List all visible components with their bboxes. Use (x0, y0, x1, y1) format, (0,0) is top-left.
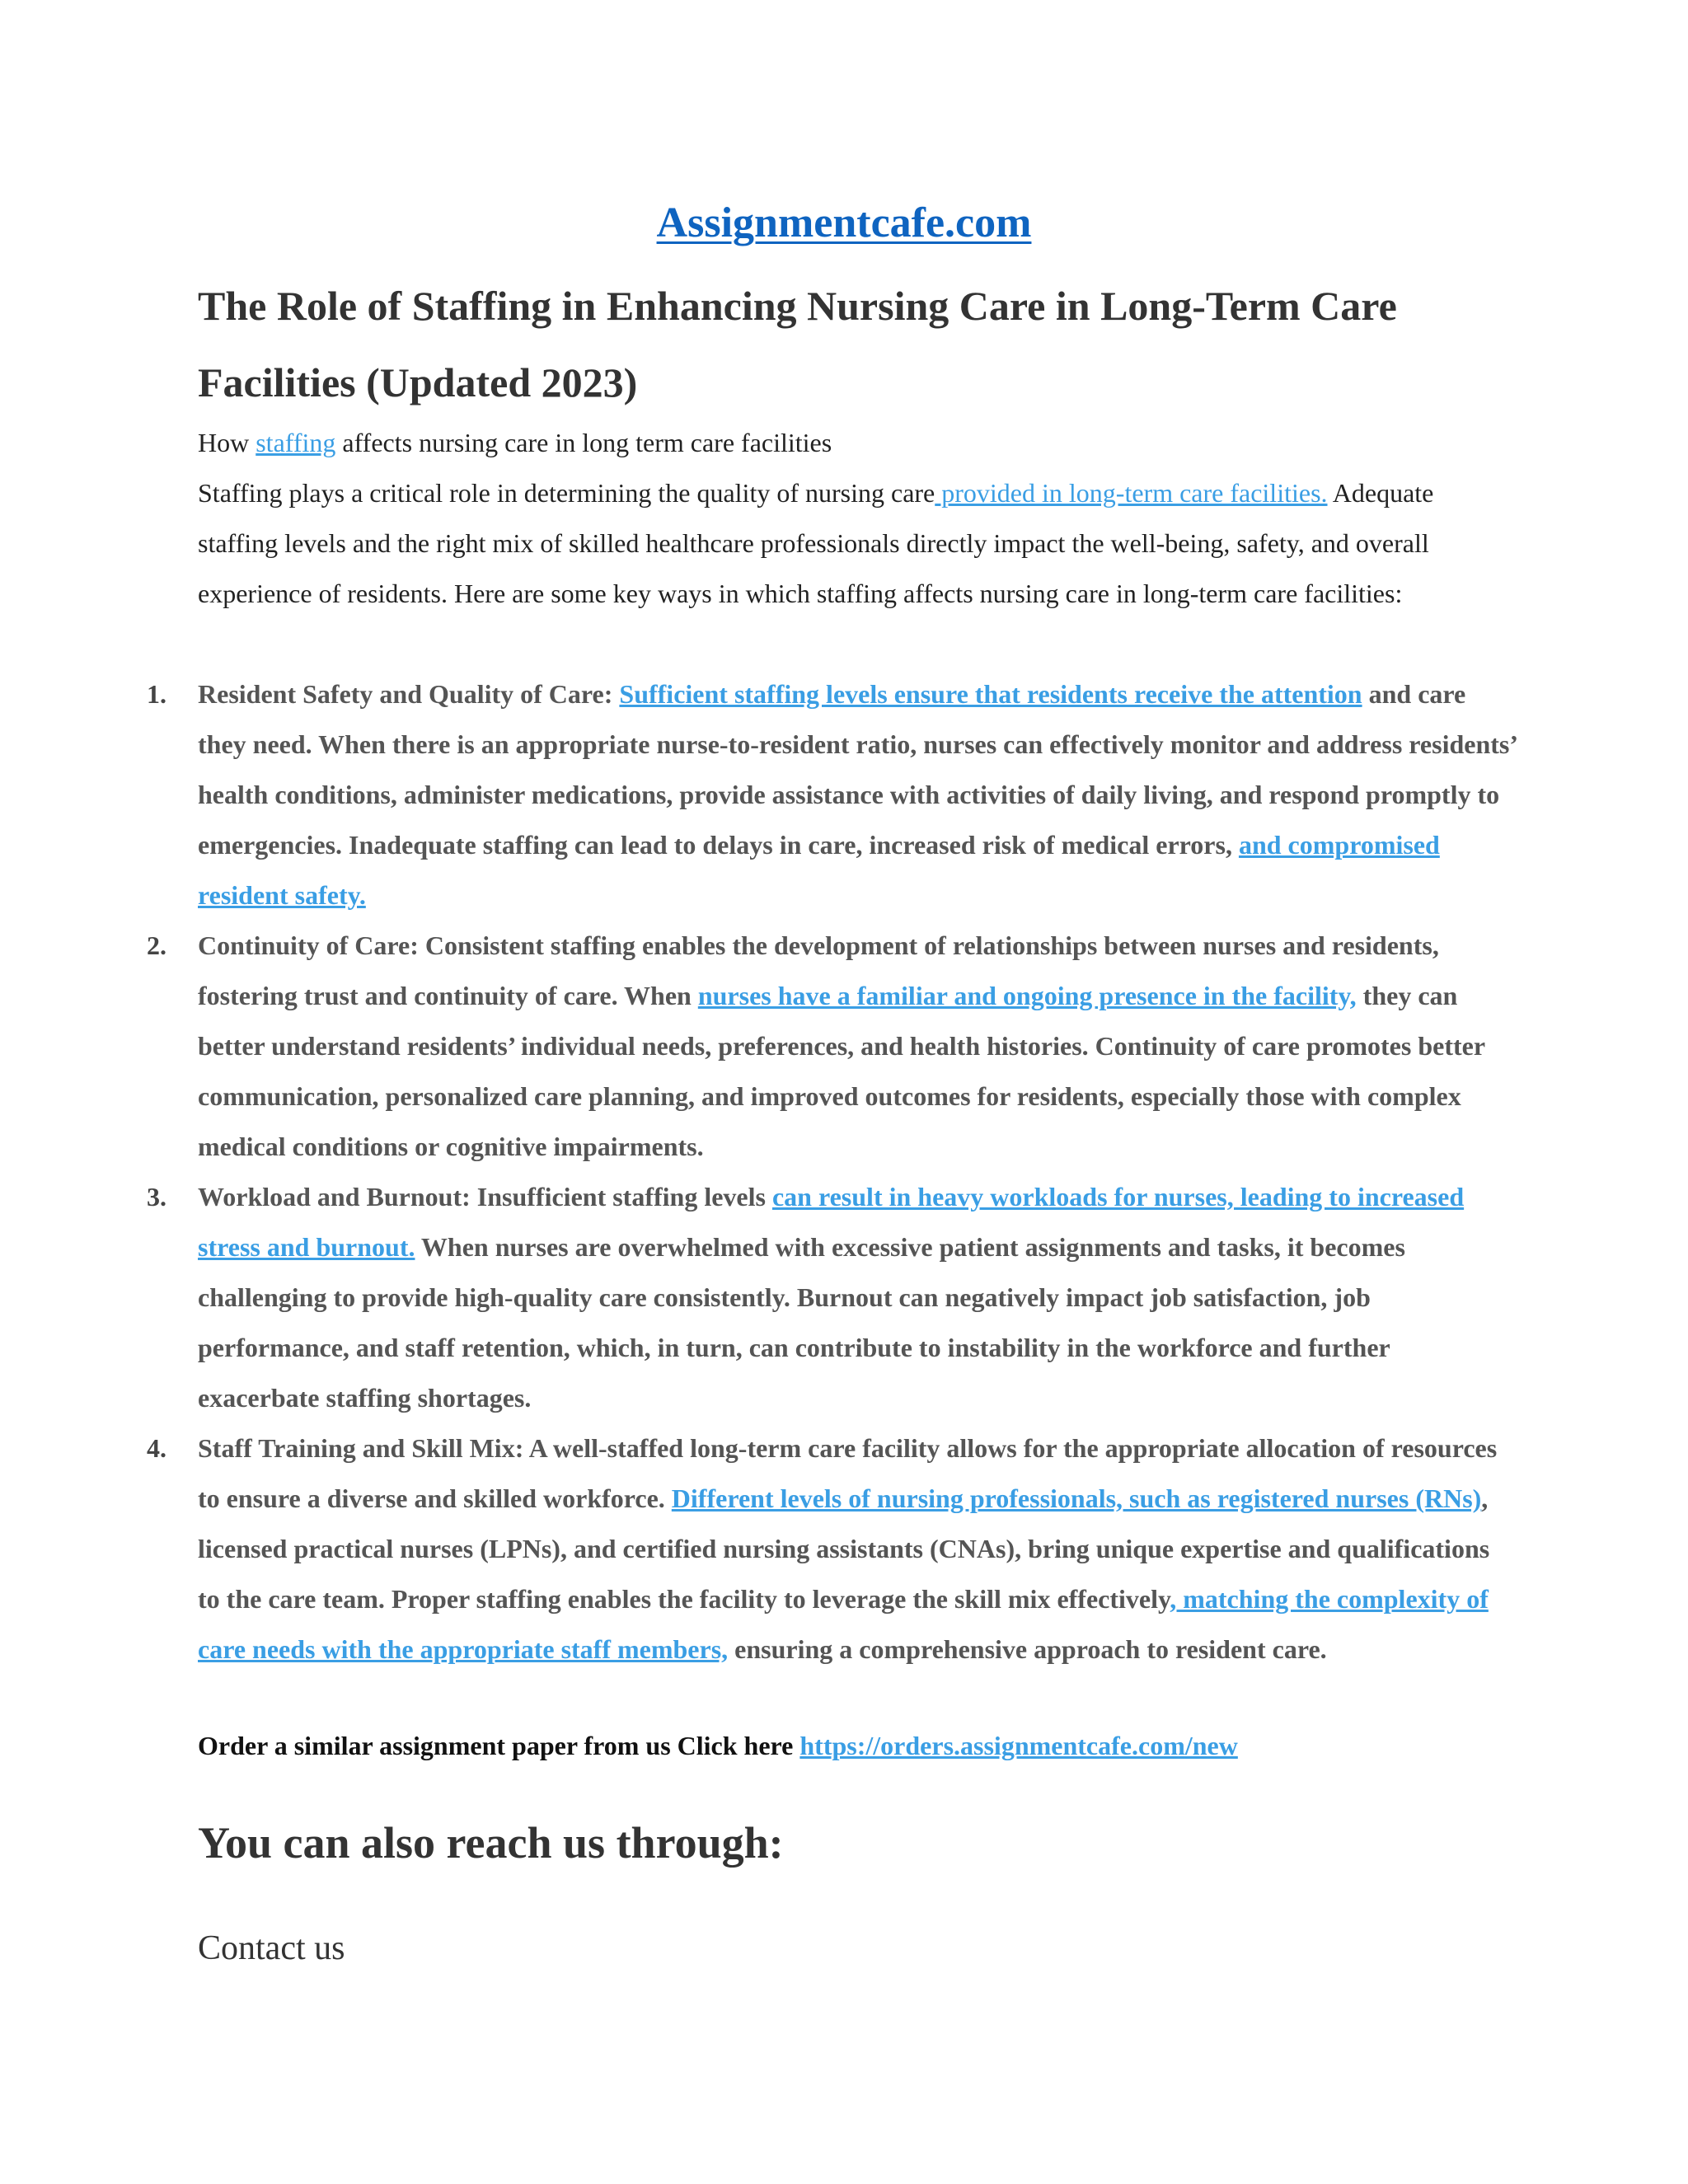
order-line: Order a similar assignment paper from us Click here https://orders.assignmentcafe.com/new (198, 1731, 1238, 1760)
item-link[interactable]: and compromised resident safety. (198, 830, 1440, 910)
item-link[interactable]: Different levels of nursing professionals, such as registered nurses (RNs) (671, 1483, 1482, 1513)
staffing-link[interactable]: staffing (256, 428, 336, 457)
list-number: 2. (147, 930, 166, 960)
list-item: 2. Continuity of Care: Consistent staffing enables the development of relationships between nurses and residents, fostering trust and continuity of care. When nurses have a familiar and ongoing presence in the facility, they can better understand residents’ individual needs, preferences, and health histories. Continuity of care promotes better communication, personalized care planning, and improved outcomes for residents, especially those with complex medical conditions or cognitive impairments. (198, 921, 1517, 1172)
item-link[interactable]: nurses have a familiar and ongoing presence in the facility, (697, 981, 1357, 1010)
article-heading: The Role of Staffing in Enhancing Nursing Care in Long-Term Care Facilities (Updated 2023) (198, 283, 1397, 405)
item-link[interactable]: can result in heavy workloads for nurses, leading to increased stress and burnout. (198, 1182, 1465, 1262)
list-number: 1. (147, 679, 166, 709)
site-title (0, 194, 1688, 252)
item-link[interactable]: , matching the complexity of care needs with the appropriate staff members, (198, 1584, 1489, 1664)
order-link[interactable]: https://orders.assignmentcafe.com/new (799, 1731, 1238, 1760)
contact-us-text[interactable]: Contact us (198, 1929, 345, 1967)
list-number: 4. (147, 1433, 166, 1463)
item-link[interactable]: Sufficient staffing levels ensure that residents receive the attention (619, 679, 1362, 709)
intro-paragraph: Staffing plays a critical role in determining the quality of nursing care provided in long-term care facilities. Adequate staffing levels and the right mix of skilled healthcare professionals directly impact the well-being, safety, and overall experience of residents. Here are some key ways in which staffing affects nursing care in long-term care facilities: (198, 478, 1434, 608)
intro (198, 418, 1517, 619)
site-title-link[interactable]: Assignmentcafe.com (656, 199, 1032, 246)
list-item: 1. Resident Safety and Quality of Care: Sufficient staffing levels ensure that residents receive the attention and care they need. When there is an appropriate nurse-to-resident ratio, nurses can effectively monitor and address residents’ health conditions, administer medications, provide assistance with activities of daily living, and respond promptly to emergencies. Inadequate staffing can lead to delays in care, increased risk of medical errors, and compromised resident safety. (198, 669, 1517, 921)
key-points-list (147, 669, 1517, 1675)
list-item: 3. Workload and Burnout: Insufficient staffing levels can result in heavy workloads for nurses, leading to increased stress and burnout. When nurses are overwhelmed with excessive patient assignments and tasks, it becomes challenging to provide high-quality care consistently. Burnout can negatively impact job satisfaction, job performance, and staff retention, which, in turn, can contribute to instability in the workforce and further exacerbate staffing shortages. (198, 1172, 1517, 1423)
list-number: 3. (147, 1182, 166, 1212)
long-term-care-link[interactable]: provided in long-term care facilities. (935, 478, 1328, 508)
reach-us-heading: You can also reach us through: (198, 1818, 784, 1868)
list-item: 4. Staff Training and Skill Mix: A well-staffed long-term care facility allows for the appropriate allocation of resources to ensure a diverse and skilled workforce. Different levels of nursing professionals, such as registered nurses (RNs), licensed practical nurses (LPNs), and certified nursing assistants (CNAs), bring unique expertise and qualifications to the care team. Proper staffing enables the facility to leverage the skill mix effectively, matching the complexity of care needs with the appropriate staff members, ensuring a comprehensive approach to resident care. (198, 1423, 1517, 1675)
intro-line: How staffing affects nursing care in long term care facilities (198, 428, 832, 457)
